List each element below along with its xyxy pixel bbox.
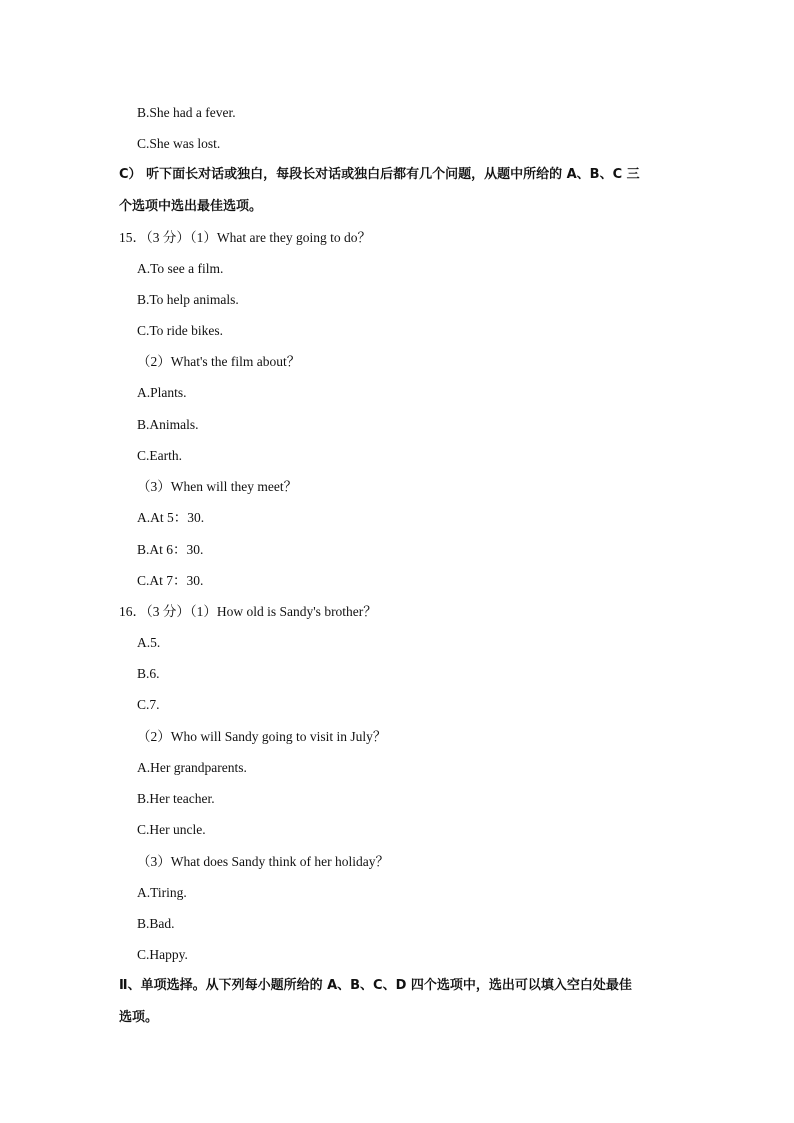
option-c: C.Happy. xyxy=(137,947,188,962)
option-b: B.Bad. xyxy=(137,916,175,931)
option-b: B.Her teacher. xyxy=(137,791,215,806)
section-c-instruction: C） 听下面长对话或独白，每段长对话或独白后都有几个问题，从题中所给的 A、B、C 三 xyxy=(119,167,640,182)
option-b: B.At 6：30. xyxy=(137,542,204,557)
sub-question: （2）What's the film about？ xyxy=(137,354,301,369)
question-16-header: 16．（3 分）（1）How old is Sandy's brother？ xyxy=(119,604,377,619)
question-15-header: 15．（3 分）（1）What are they going to do？ xyxy=(119,230,371,245)
option-a: A.At 5：30. xyxy=(137,510,205,525)
option-a: A.Tiring. xyxy=(137,885,187,900)
option-a: A.Plants. xyxy=(137,385,187,400)
option-a: A.5. xyxy=(137,635,161,650)
option-b: B.To help animals. xyxy=(137,292,239,307)
option-c: C.7. xyxy=(137,697,160,712)
sub-question: （3）When will they meet？ xyxy=(137,479,298,494)
option-b: B.Animals. xyxy=(137,417,199,432)
section-c-instruction-cont: 个选项中选出最佳选项。 xyxy=(119,199,263,214)
option-c: C.Earth. xyxy=(137,448,182,463)
option-b: B.She had a fever. xyxy=(137,105,236,120)
option-a: A.Her grandparents. xyxy=(137,760,247,775)
option-c: C.She was lost. xyxy=(137,136,221,151)
option-c: C.Her uncle. xyxy=(137,822,206,837)
section-2-instruction: Ⅱ、单项选择。从下列每小题所给的 A、B、C、D 四个选项中，选出可以填入空白处最佳 xyxy=(119,978,632,993)
sub-question: （2）Who will Sandy going to visit in July？ xyxy=(137,729,387,744)
sub-question: （3）What does Sandy think of her holiday？ xyxy=(137,854,389,869)
option-c: C.At 7：30. xyxy=(137,573,204,588)
option-a: A.To see a film. xyxy=(137,261,224,276)
section-2-instruction-cont: 选项。 xyxy=(119,1010,159,1025)
option-b: B.6. xyxy=(137,666,160,681)
option-c: C.To ride bikes. xyxy=(137,323,224,338)
